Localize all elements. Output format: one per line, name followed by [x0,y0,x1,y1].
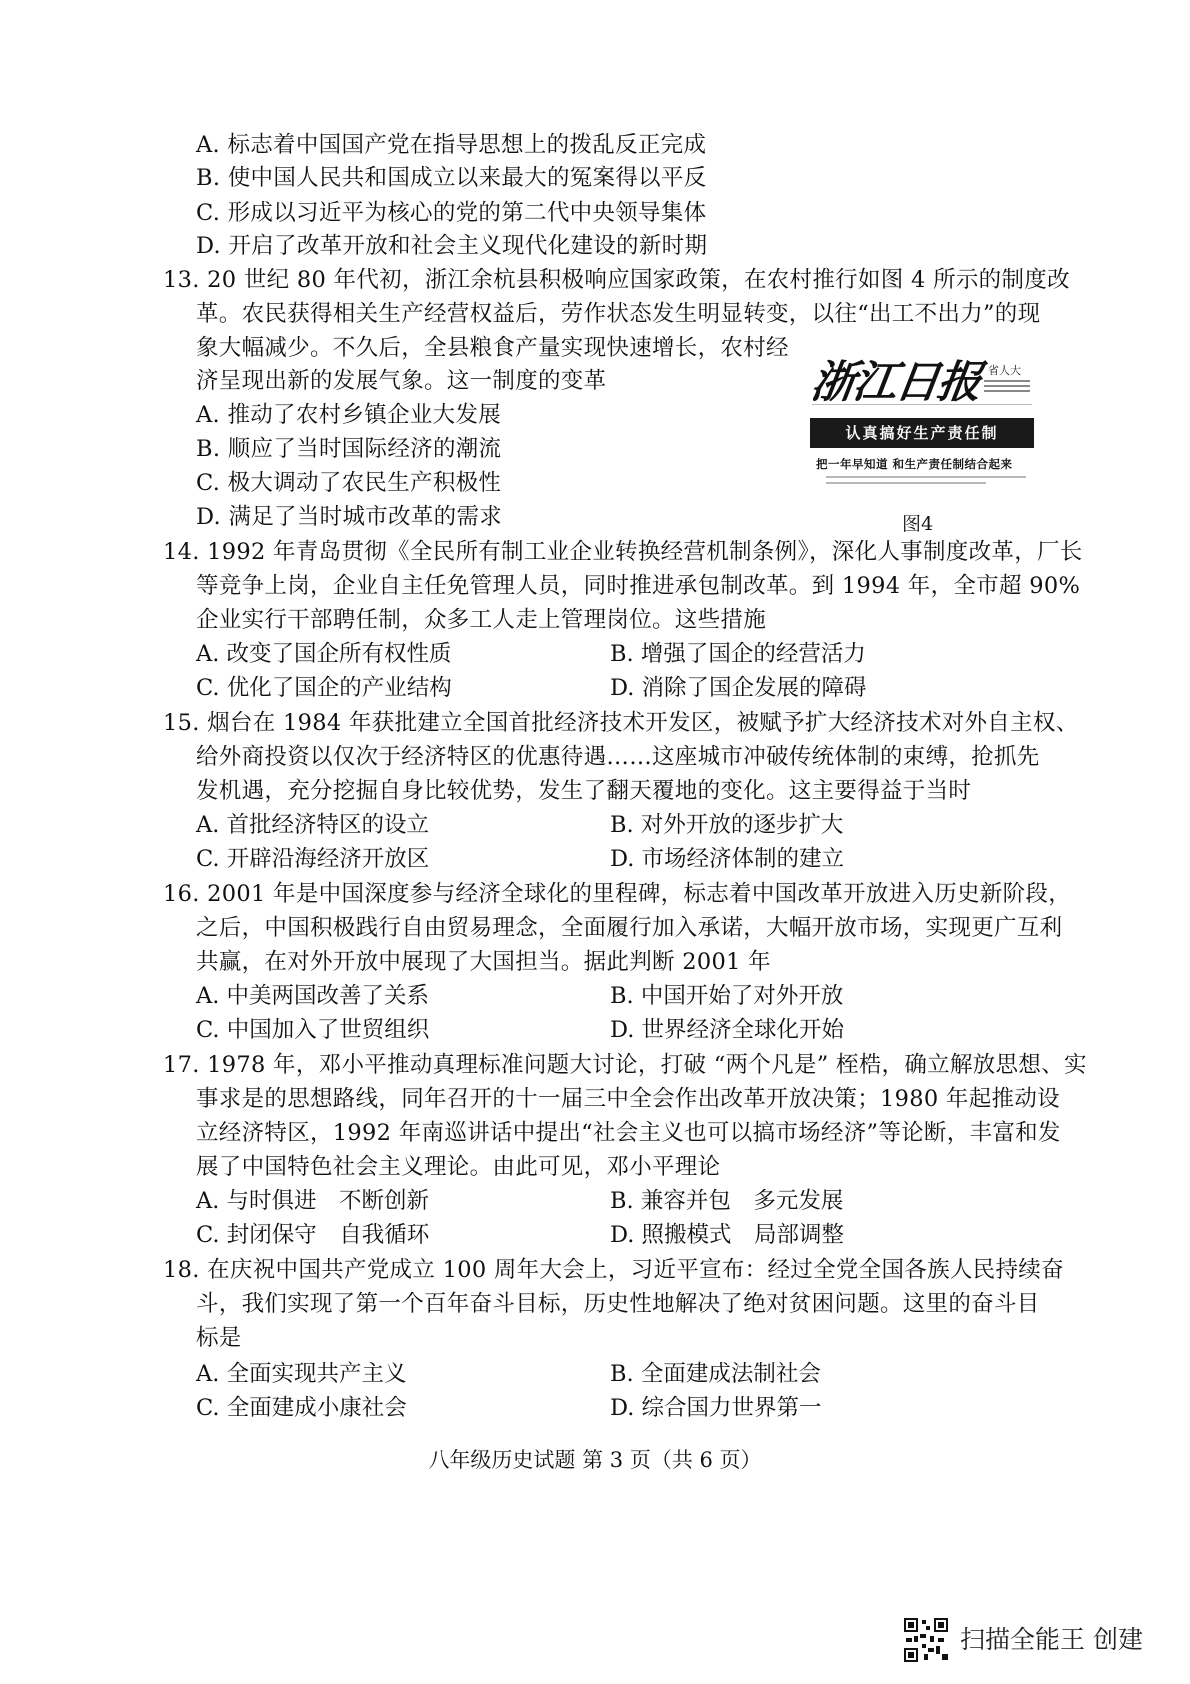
q16-option-a: A. 中美两国改善了关系 [196,983,430,1009]
q12-option-a: A. 标志着中国国产党在指导思想上的拨乱反正完成 [196,132,707,158]
q17-stem-line1: 17. 1978 年，邓小平推动真理标准问题大讨论，打破 “两个凡是” 桎梏，确立解放思想、实 [163,1052,1087,1078]
masthead-text-lines [984,380,1030,395]
q18-stem-line2: 斗，我们实现了第一个百年奋斗目标，历史性地解决了绝对贫困问题。这里的奋斗目 [196,1291,1040,1317]
q17-stem-line3: 立经济特区，1992 年南巡讲话中提出“社会主义也可以搞市场经济”等论断，丰富和发 [196,1120,1061,1146]
q15-option-a: A. 首批经济特区的设立 [196,812,430,838]
q13-option-c: C. 极大调动了农民生产积极性 [196,470,502,496]
q17-stem-line2: 事求是的思想路线，同年召开的十一届三中全会作出改革开放决策；1980 年起推动设 [196,1086,1060,1112]
q15-option-c: C. 开辟沿海经济开放区 [196,846,430,872]
q14-option-a: A. 改变了国企所有权性质 [196,641,452,667]
q13-stem-line4: 济呈现出新的发展气象。这一制度的变革 [196,368,607,394]
q17-stem-line4: 展了中国特色社会主义理论。由此可见，邓小平理论 [196,1154,721,1180]
q18-stem-line3: 标是 [196,1325,242,1351]
q13-option-a: A. 推动了农村乡镇企业大发展 [196,402,502,428]
q13-stem-line3: 象大幅减少。不久后，全县粮食产量实现快速增长，农村经 [196,335,789,361]
newspaper-figure [806,342,1038,502]
q14-option-b: B. 增强了国企的经营活力 [610,641,866,667]
q15-stem-line1: 15. 烟台在 1984 年获批建立全国首批经济技术开发区，被赋予扩大经济技术对外自主权、 [163,710,1079,736]
q12-option-b: B. 使中国人民共和国成立以来最大的冤案得以平反 [196,165,707,191]
q14-stem-line1: 14. 1992 年青岛贯彻《全民所有制工业企业转换经营机制条例》，深化人事制度改革，厂长 [163,539,1083,565]
newspaper-body-lines [826,476,1026,488]
q16-stem-line1: 16. 2001 年是中国深度参与经济全球化的里程碑，标志着中国改革开放进入历史新阶段， [163,881,1072,907]
q15-option-d: D. 市场经济体制的建立 [610,846,845,872]
scanner-watermark [902,1616,1182,1666]
q15-stem-line2: 给外商投资以仅次于经济特区的优惠待遇……这座城市冲破传统体制的束缚，抢抓先 [196,744,1040,770]
newspaper-subheadline: 把一年早知道 和生产责任制结合起来 [816,457,1013,471]
q16-stem-line3: 共赢，在对外开放中展现了大国担当。据此判断 2001 年 [196,949,771,975]
q16-stem-line2: 之后，中国积极践行自由贸易理念，全面履行加入承诺，大幅开放市场，实现更广互利 [196,915,1063,941]
figure-caption: 图4 [902,513,934,535]
q14-stem-line2: 等竞争上岗，企业自主任免管理人员，同时推进承包制改革。到 1994 年，全市超 90% [196,573,1081,599]
q18-option-c: C. 全面建成小康社会 [196,1395,407,1421]
q18-option-a: A. 全面实现共产主义 [196,1361,407,1387]
newspaper-masthead-side: 省人大 [988,364,1021,377]
q17-option-a: A. 与时俱进 不断创新 [196,1188,430,1214]
q12-option-c: C. 形成以习近平为核心的党的第二代中央领导集体 [196,200,707,226]
newspaper-headline-banner: 认真搞好生产责任制 [810,418,1034,448]
q13-stem-line2: 革。农民获得相关生产经营权益后，劳作状态发生明显转变，以往“出工不出力”的现 [196,301,1041,327]
q14-stem-line3: 企业实行干部聘任制，众多工人走上管理岗位。这些措施 [196,607,767,633]
q16-option-d: D. 世界经济全球化开始 [610,1017,845,1043]
q14-option-c: C. 优化了国企的产业结构 [196,675,452,701]
q14-option-d: D. 消除了国企发展的障碍 [610,675,867,701]
q15-option-b: B. 对外开放的逐步扩大 [610,812,844,838]
newspaper-masthead [807,346,1032,408]
q13-stem-line1: 13. 20 世纪 80 年代初，浙江余杭县积极响应国家政策，在农村推行如图 4 所示的制度改 [163,267,1070,293]
watermark-text: 扫描全能王 创建 [960,1625,1143,1654]
qr-code-icon [902,1616,950,1664]
q17-option-b: B. 兼容并包 多元发展 [610,1188,844,1214]
q18-stem-line1: 18. 在庆祝中国共产党成立 100 周年大会上，习近平宣布：经过全党全国各族人民持续奋 [163,1257,1064,1283]
q17-option-d: D. 照搬模式 局部调整 [610,1222,845,1248]
q12-option-d: D. 开启了改革开放和社会主义现代化建设的新时期 [196,233,708,259]
q16-option-c: C. 中国加入了世贸组织 [196,1017,430,1043]
q13-option-d: D. 满足了当时城市改革的需求 [196,504,503,530]
newspaper-title: 浙江日报 [807,357,983,408]
q18-option-d: D. 综合国力世界第一 [610,1395,822,1421]
q13-option-b: B. 顺应了当时国际经济的潮流 [196,436,502,462]
q16-option-b: B. 中国开始了对外开放 [610,983,844,1009]
q17-option-c: C. 封闭保守 自我循环 [196,1222,430,1248]
q18-option-b: B. 全面建成法制社会 [610,1361,821,1387]
q15-stem-line3: 发机遇，充分挖掘自身比较优势，发生了翻天覆地的变化。这主要得益于当时 [196,778,972,804]
page-footer: 八年级历史试题 第 3 页（共 6 页） [428,1448,762,1472]
